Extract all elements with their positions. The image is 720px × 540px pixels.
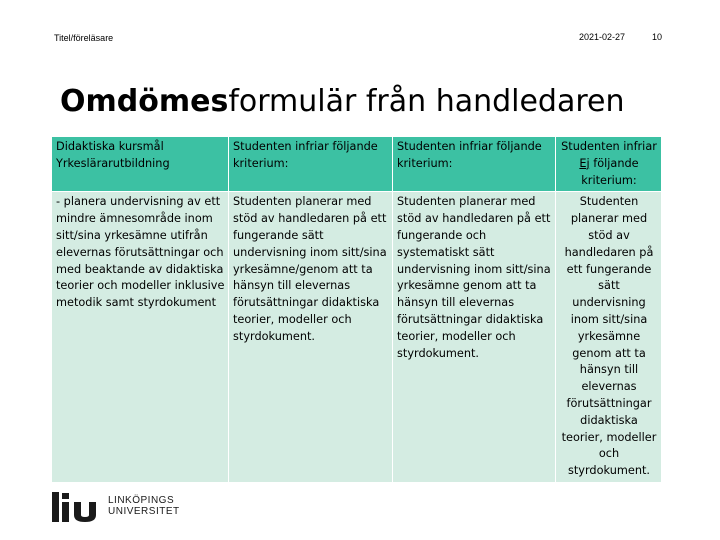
header-c4-ej: Ej [579,156,590,170]
header-cell-criteria-not-met [556,137,662,192]
header-presenter-label: Titel/föreläsare [54,33,114,43]
header-course-goals-line2: Yrkeslärarutbildning [56,156,170,170]
liu-logo-icon [52,492,104,522]
logo-line1: LINKÖPINGS [108,495,175,506]
title-bold: Omdömes [60,84,229,119]
logo-wordmark [108,495,180,517]
title-rest: formulär från handledaren [228,84,625,119]
cell-criteria-1: Studenten planerar med stöd av handledaren på ett fungerande sätt undervisning inom sitt/sina yrkesämne/genom att ta hänsyn till elevernas förutsättningar didaktiska teorier, modeller och styrdokument. [229,192,393,483]
cell-criteria-2: Studenten planerar med stöd av handledaren på ett fungerande och systematiskt sätt undervisning inom sitt/sina yrkesämne genom att ta hänsyn till elevernas förutsättningar didaktiska teorier, modeller och styrdokument. [393,192,556,483]
cell-course-goal: - planera undervisning av ett mindre ämnesområde inom sitt/sina yrkesämne utifrån elevernas förutsättningar och med beaktande av didaktiska teorier och modeller inklusive metodik samt styrdokument [52,192,229,483]
slide-title [60,84,625,119]
header-cell-criteria-2: Studenten infriar följande kriterium: [393,137,556,192]
header-c4-post: följande kriterium: [581,156,639,187]
header-cell-course-goals [52,137,229,192]
page-number: 10 [652,32,663,42]
assessment-table [51,136,662,483]
university-logo [52,492,182,524]
header-cell-criteria-1: Studenten infriar följande kriterium: [229,137,393,192]
table-header-row [52,137,662,192]
cell-criteria-not-met: Studenten planerar med stöd av handledaren på ett fungerande sätt undervisning inom sitt/sina yrkesämne genom att ta hänsyn till elevernas förutsättningar didaktiska teorier, modeller och styrdokument. [556,192,662,483]
header-date: 2021-02-27 [579,32,626,42]
table-row [52,192,662,483]
header-c4-pre: Studenten infriar [561,140,657,153]
logo-line2: UNIVERSITET [108,506,180,517]
header-course-goals-line1: Didaktiska kursmål [56,140,164,153]
